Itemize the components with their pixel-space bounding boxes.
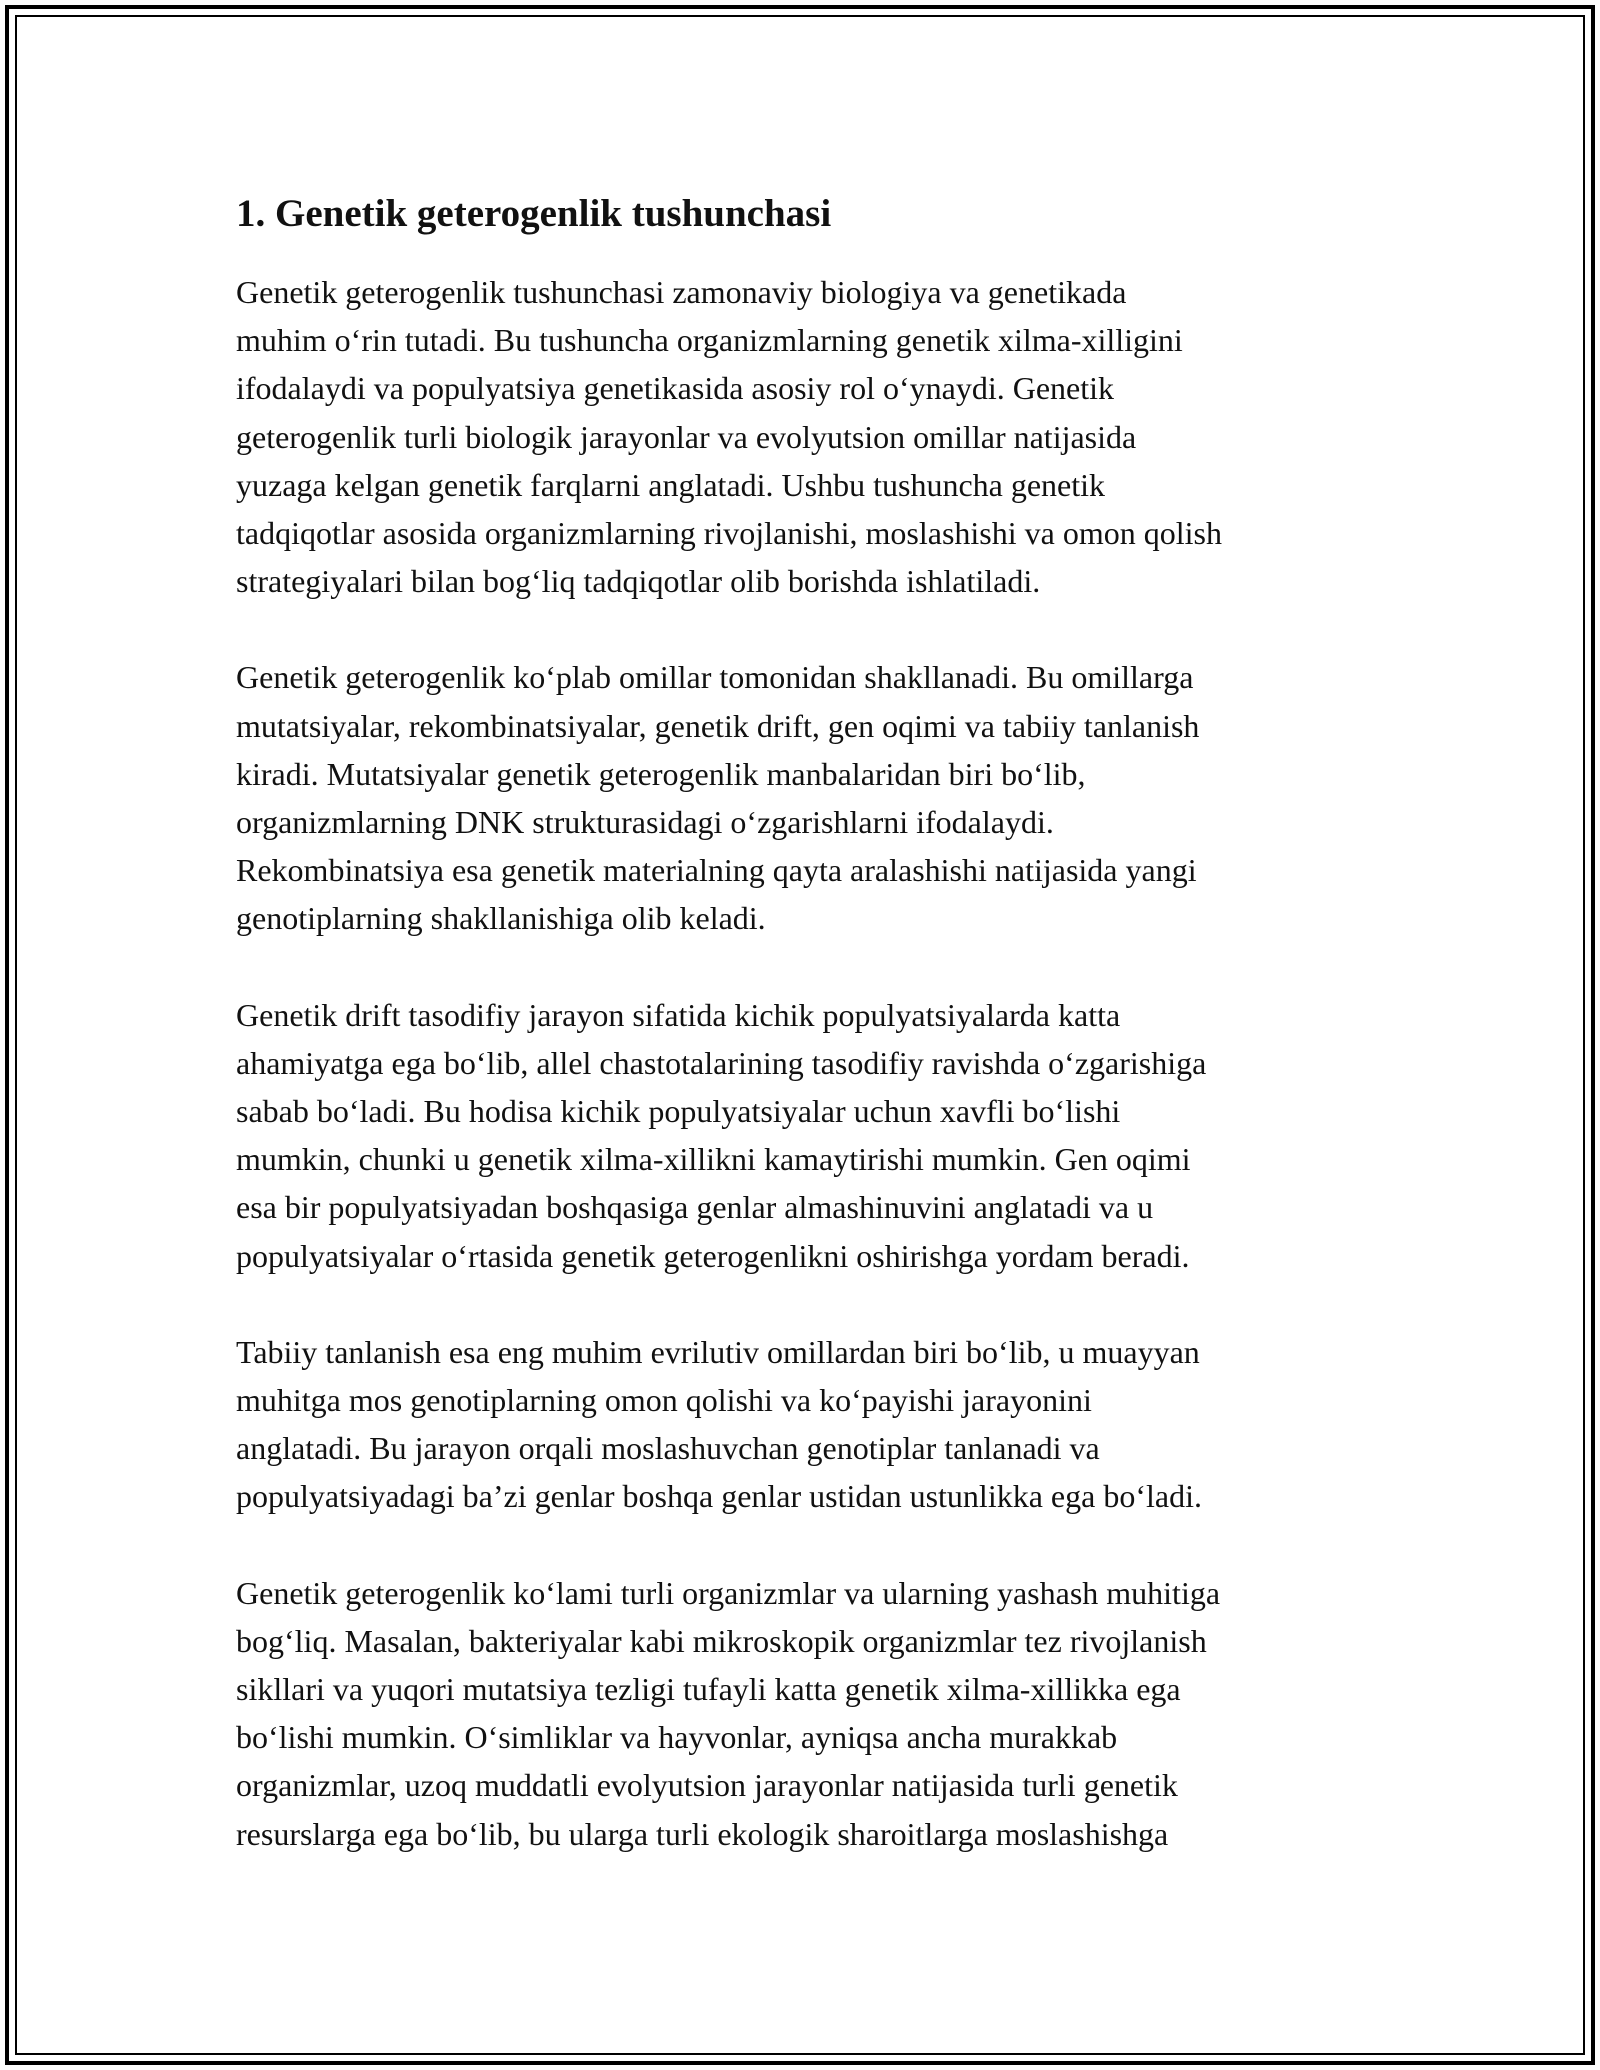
section-heading: 1. Genetik geterogenlik tushunchasi [236, 192, 832, 235]
text-line: Genetik geterogenlik ko‘lami turli organizmlar va ularning yashash muhitiga [236, 1574, 1221, 1611]
paragraph-spacer [236, 943, 1386, 991]
text-line: genotiplarning shakllanishiga olib keladi. [236, 900, 766, 937]
text-line: tadqiqotlar asosida organizmlarning rivojlanishi, moslashishi va omon qolish [236, 515, 1222, 552]
text-line: resurslarga ega bo‘lib, bu ularga turli ekologik sharoitlarga moslashishga [236, 1815, 1169, 1852]
text-line: kiradi. Mutatsiyalar genetik geterogenlik manbalaridan biri bo‘lib, [236, 755, 1086, 792]
text-line: sabab bo‘ladi. Bu hodisa kichik populyatsiyalar uchun xavfli bo‘lishi [236, 1093, 1121, 1130]
text-line: ifodalaydi va populyatsiya genetikasida asosiy rol o‘ynaydi. Genetik [236, 370, 1114, 407]
text-line: strategiyalari bilan bog‘liq tadqiqotlar olib borishda ishlatiladi. [236, 563, 1041, 600]
text-line: bo‘lishi mumkin. O‘simliklar va hayvonlar, ayniqsa ancha murakkab [236, 1719, 1118, 1756]
paragraph-spacer [236, 1280, 1386, 1328]
text-line: geterogenlik turli biologik jarayonlar va evolyutsion omillar natijasida [236, 418, 1137, 455]
text-line: organizmlarning DNK strukturasidagi o‘zgarishlarni ifodalaydi. [236, 804, 1054, 841]
paragraph-5 [236, 1569, 1386, 1858]
text-line: organizmlar, uzoq muddatli evolyutsion jarayonlar natijasida turli genetik [236, 1767, 1178, 1804]
text-line: Genetik geterogenlik ko‘plab omillar tomonidan shakllanadi. Bu omillarga [236, 659, 1194, 696]
paragraph-4 [236, 1328, 1386, 1521]
text-line: esa bir populyatsiyadan boshqasiga genlar almashinuvini anglatadi va u [236, 1189, 1154, 1226]
paragraph-1 [236, 268, 1386, 605]
text-line: ahamiyatga ega bo‘lib, allel chastotalarining tasodifiy ravishda o‘zgarishiga [236, 1044, 1207, 1081]
text-line: Tabiiy tanlanish esa eng muhim evrilutiv omillardan biri bo‘lib, u muayyan [236, 1333, 1200, 1370]
text-line: sikllari va yuqori mutatsiya tezligi tufayli katta genetik xilma-xillikka ega [236, 1671, 1181, 1708]
text-line: Genetik geterogenlik tushunchasi zamonaviy biologiya va genetikada [236, 274, 1127, 310]
text-line: mumkin, chunki u genetik xilma-xillikni kamaytirishi mumkin. Gen oqimi [236, 1141, 1191, 1178]
text-line: populyatsiyalar o‘rtasida genetik geterogenlikni oshirishga yordam beradi. [236, 1237, 1190, 1274]
paragraph-3 [236, 991, 1386, 1280]
paragraph-2 [236, 653, 1386, 942]
text-line: populyatsiyadagi ba’zi genlar boshqa genlar ustidan ustunlikka ega bo‘ladi. [236, 1478, 1202, 1515]
text-line: muhitga mos genotiplarning omon qolishi va ko‘payishi jarayonini [236, 1382, 1092, 1419]
paragraph-spacer [236, 605, 1386, 653]
document-body [236, 186, 1386, 1858]
text-line: Genetik drift tasodifiy jarayon sifatida kichik populyatsiyalarda katta [236, 996, 1121, 1033]
text-line: Rekombinatsiya esa genetik materialning qayta aralashishi natijasida yangi [236, 852, 1197, 889]
text-line: yuzaga kelgan genetik farqlarni anglatadi. Ushbu tushuncha genetik [236, 466, 1106, 503]
text-line: mutatsiyalar, rekombinatsiyalar, genetik drift, gen oqimi va tabiiy tanlanish [236, 707, 1200, 744]
paragraph-spacer [236, 1521, 1386, 1569]
text-line: anglatadi. Bu jarayon orqali moslashuvchan genotiplar tanlanadi va [236, 1430, 1100, 1467]
text-line: muhim o‘rin tutadi. Bu tushuncha organizmlarning genetik xilma-xilligini [236, 322, 1183, 359]
text-line: bog‘liq. Masalan, bakteriyalar kabi mikroskopik organizmlar tez rivojlanish [236, 1622, 1207, 1659]
